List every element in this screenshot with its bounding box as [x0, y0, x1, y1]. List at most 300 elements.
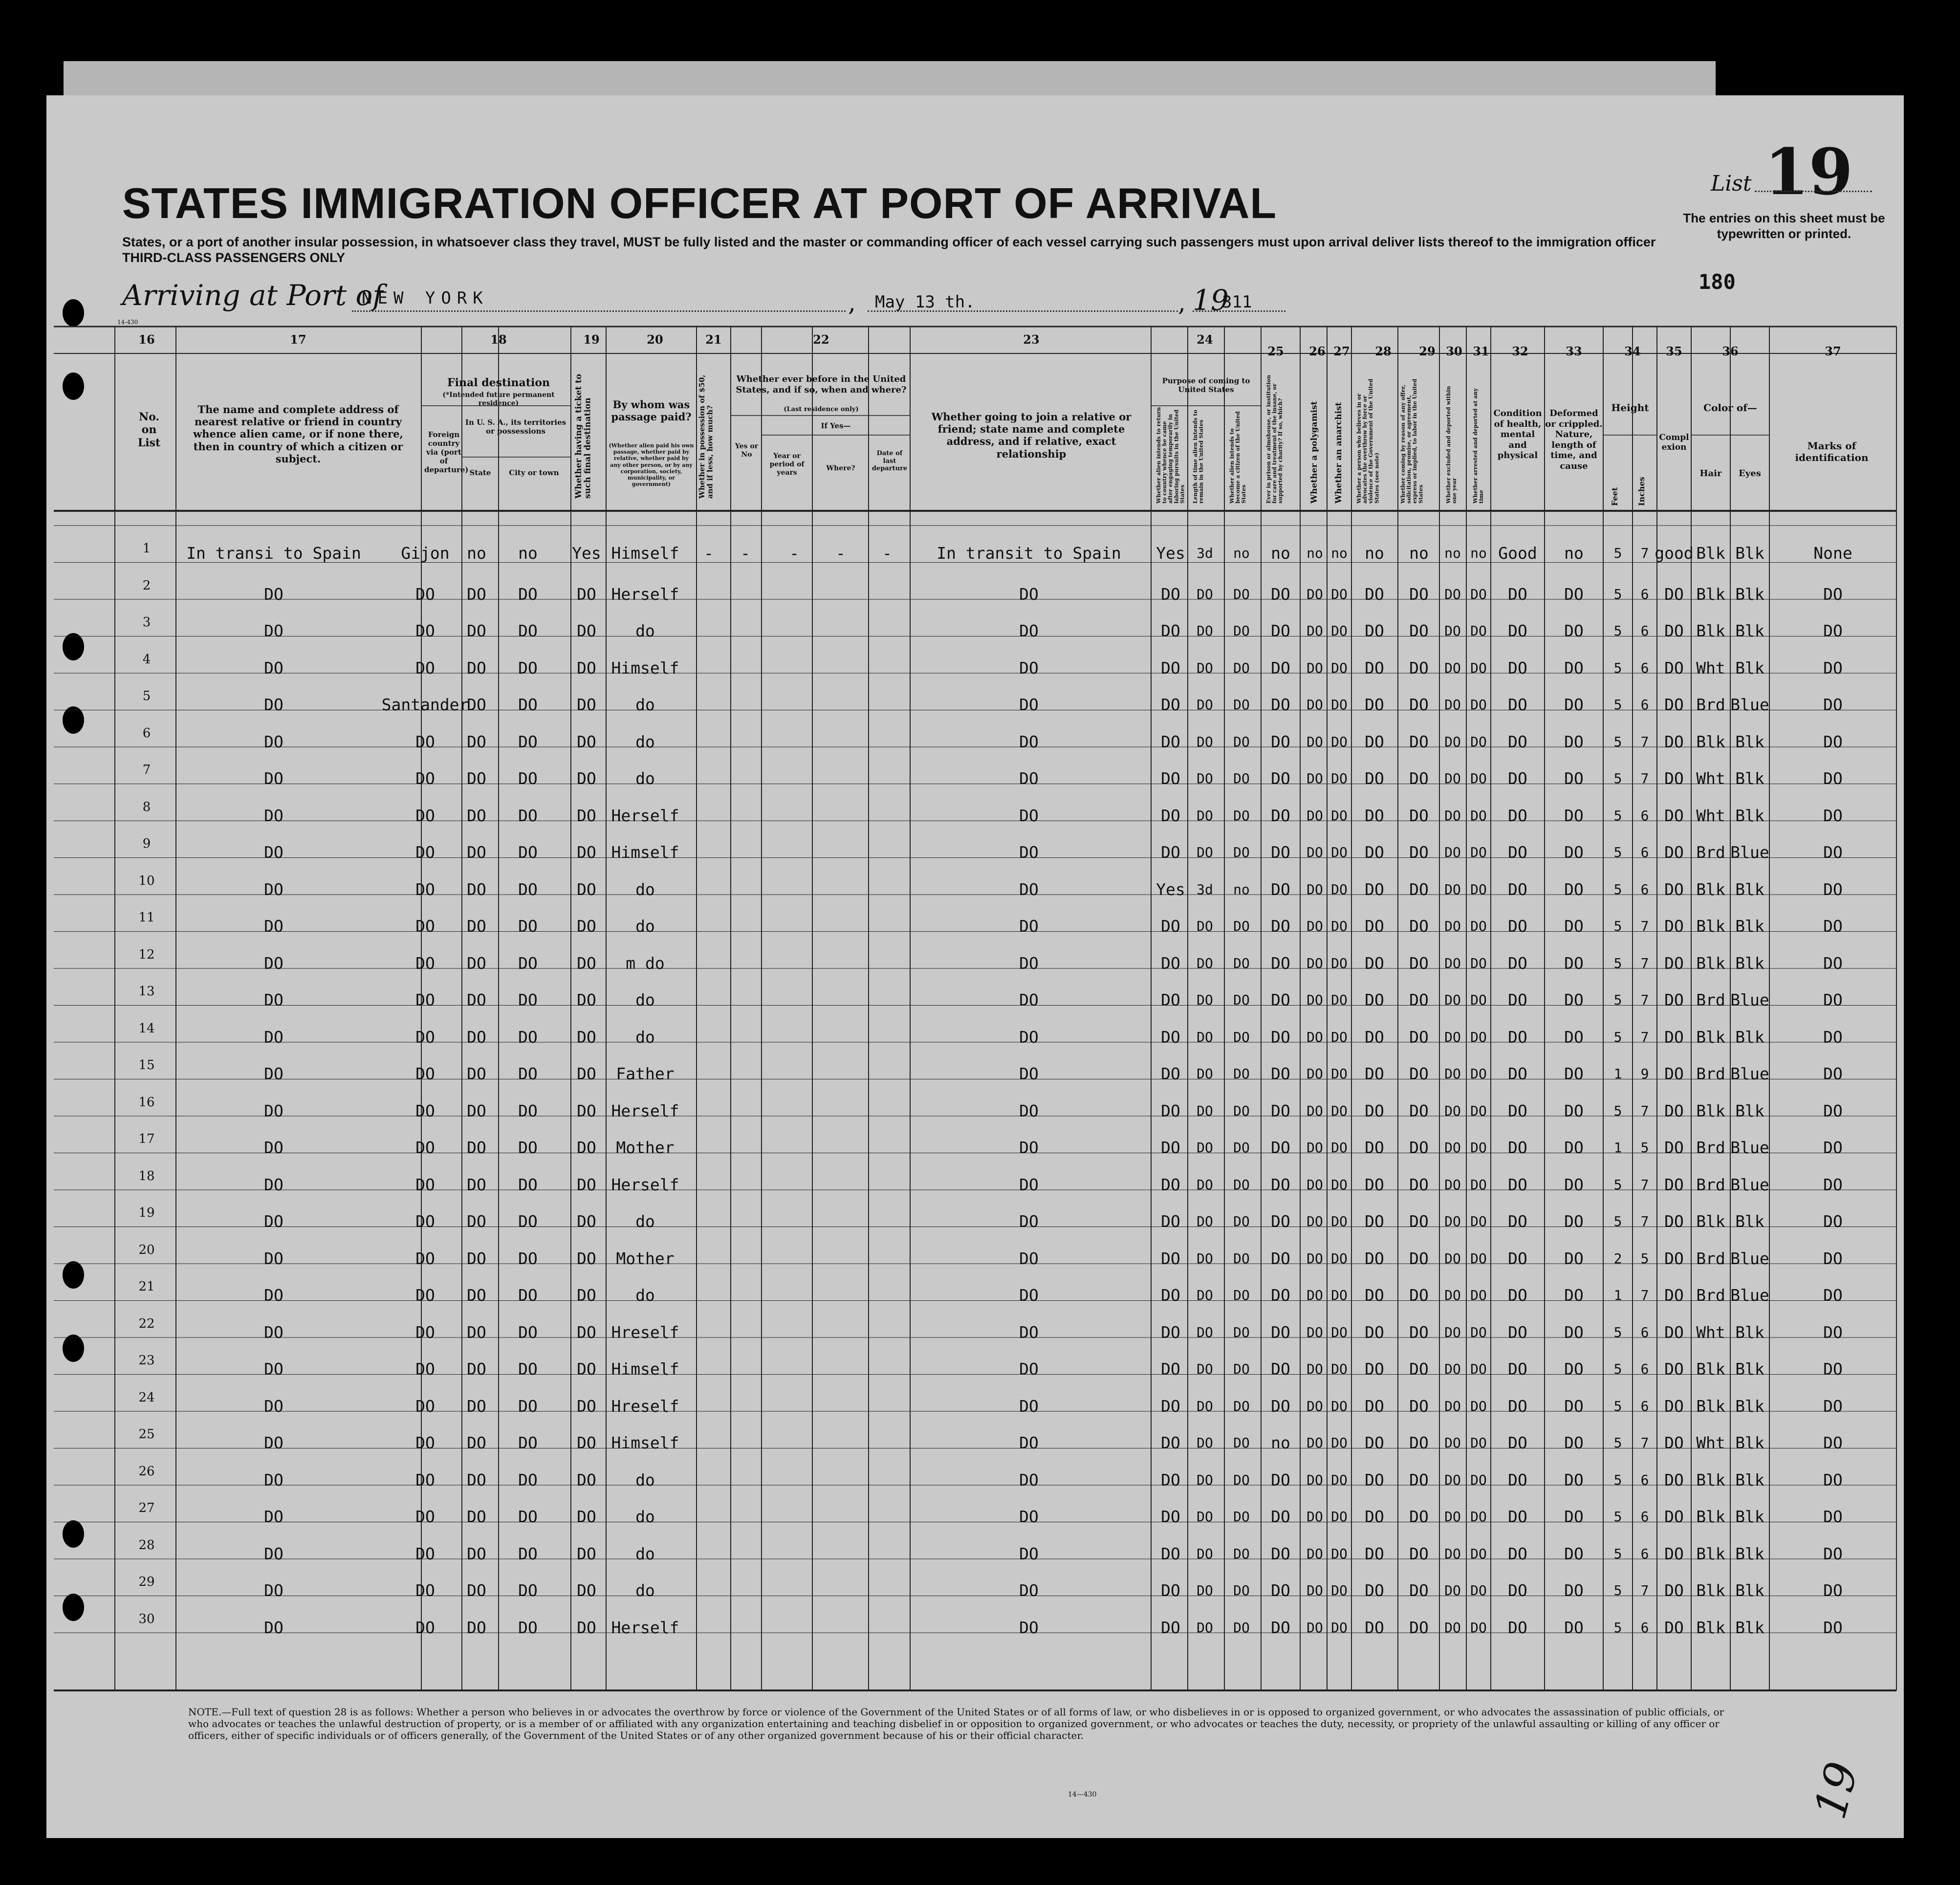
foreign-country-cell: DO [415, 843, 435, 862]
excluded-cell: DO [1444, 1509, 1461, 1525]
money-cell: - [704, 544, 714, 563]
identification-marks-cell: DO [1823, 1175, 1843, 1194]
citizen-intent-cell: DO [1233, 1176, 1250, 1193]
purpose-return-cell: DO [1161, 1433, 1180, 1452]
excluded-cell: DO [1444, 1324, 1461, 1340]
eye-color-cell: Blk [1735, 917, 1764, 936]
relative-address-cell: DO [264, 769, 283, 788]
row-number: 28 [138, 1537, 155, 1553]
city-cell: DO [518, 1286, 538, 1305]
complexion-cell: DO [1664, 1470, 1684, 1490]
header-eyes: Eyes [1739, 468, 1761, 479]
citizen-intent-cell: DO [1233, 770, 1250, 787]
labor-offer-cell: DO [1409, 806, 1429, 825]
complexion-cell: DO [1664, 658, 1684, 678]
height-feet-cell: 5 [1613, 1324, 1622, 1340]
deformed-cell: DO [1564, 1618, 1584, 1637]
labor-offer-cell: DO [1409, 843, 1429, 862]
hair-color-cell: Blk [1696, 1359, 1725, 1379]
ticket-cell: DO [577, 1101, 596, 1120]
overthrow-cell: DO [1365, 1286, 1384, 1305]
purpose-return-cell: DO [1161, 1138, 1180, 1157]
overthrow-cell: DO [1365, 1212, 1384, 1231]
ticket-cell: DO [577, 1544, 596, 1563]
length-of-stay-cell: DO [1197, 1545, 1213, 1562]
identification-marks-cell: DO [1823, 1470, 1843, 1490]
city-cell: DO [518, 879, 538, 899]
height-inches-cell: 6 [1640, 1619, 1649, 1636]
citizen-intent-cell: DO [1233, 697, 1250, 713]
complexion-cell: DO [1664, 1027, 1684, 1047]
overthrow-cell: DO [1365, 879, 1384, 899]
purpose-return-cell: DO [1161, 621, 1180, 640]
labor-offer-cell: DO [1409, 621, 1429, 640]
anarchist-cell: DO [1331, 1324, 1348, 1340]
identification-marks-cell: DO [1823, 1359, 1843, 1379]
purpose-return-cell: DO [1161, 1212, 1180, 1231]
passage-paid-cell: Himself [611, 1433, 679, 1452]
page-number: 180 [1699, 270, 1736, 294]
page-title: STATES IMMIGRATION OFFICER AT PORT OF ARRIVAL [122, 179, 1277, 227]
col-number: 17 [290, 332, 306, 347]
row-number: 30 [138, 1611, 155, 1626]
identification-marks-cell: DO [1823, 953, 1843, 973]
relative-address-cell: DO [264, 1101, 283, 1120]
purpose-return-cell: DO [1161, 843, 1180, 862]
instructions-line: States, or a port of another insular possession, in whatsoever class they travel, MUST be fully listed and the master or commanding officer of each vessel carrying such passengers must upon arrival deliver lists thereof to the immigration officer [122, 235, 1656, 249]
ticket-cell: DO [577, 879, 596, 899]
row-number: 13 [138, 984, 155, 999]
col-number: 35 [1666, 344, 1682, 358]
health-cell: DO [1508, 1322, 1527, 1342]
arrested-cell: DO [1470, 844, 1487, 860]
height-feet-cell: 1 [1613, 1066, 1622, 1082]
join-relative-cell: DO [1019, 1138, 1039, 1157]
ticket-cell: DO [577, 990, 596, 1009]
purpose-return-cell: DO [1161, 1470, 1180, 1490]
row-number: 26 [138, 1464, 155, 1479]
foreign-country-cell: DO [415, 806, 435, 825]
length-of-stay-cell: DO [1197, 1471, 1213, 1488]
overthrow-cell: DO [1365, 843, 1384, 862]
labor-offer-cell: DO [1409, 1618, 1429, 1637]
anarchist-cell: DO [1331, 733, 1348, 750]
length-of-stay-cell: DO [1197, 1509, 1213, 1525]
overthrow-cell: DO [1365, 1064, 1384, 1083]
purpose-return-cell: DO [1161, 1507, 1180, 1526]
passenger-class-line: THIRD-CLASS PASSENGERS ONLY [122, 250, 346, 265]
health-cell: DO [1508, 953, 1527, 973]
foreign-country-cell: DO [415, 1249, 435, 1268]
city-cell: DO [518, 1027, 538, 1047]
join-relative-cell: DO [1019, 1286, 1039, 1305]
height-inches-cell: 6 [1640, 1324, 1649, 1340]
health-cell: DO [1508, 1212, 1527, 1231]
anarchist-cell: DO [1331, 1213, 1348, 1229]
height-feet-cell: 5 [1613, 586, 1622, 602]
complexion-cell: DO [1664, 1359, 1684, 1379]
row-number: 18 [138, 1168, 155, 1184]
join-relative-cell: DO [1019, 769, 1039, 788]
height-inches-cell: 7 [1640, 955, 1649, 971]
identification-marks-cell: DO [1823, 1101, 1843, 1120]
polygamist-cell: DO [1307, 992, 1323, 1008]
header-where: Where? [826, 464, 855, 472]
join-relative-cell: DO [1019, 1618, 1039, 1637]
state-cell: DO [467, 732, 486, 751]
passage-paid-cell: do [635, 1507, 655, 1526]
row-number: 29 [138, 1575, 155, 1589]
complexion-cell: DO [1664, 1286, 1684, 1305]
eye-color-cell: Blue [1730, 695, 1769, 714]
citizen-intent-cell: DO [1233, 1287, 1250, 1303]
length-of-stay-cell: DO [1197, 1435, 1213, 1451]
height-inches-cell: 5 [1640, 1250, 1649, 1267]
identification-marks-cell: DO [1823, 1322, 1843, 1342]
complexion-cell: DO [1664, 1212, 1684, 1231]
relative-address-cell: DO [264, 917, 283, 936]
foreign-country-cell: DO [415, 1581, 435, 1600]
excluded-cell: DO [1444, 1213, 1461, 1229]
join-relative-cell: DO [1019, 1544, 1039, 1563]
passage-paid-cell: Mother [616, 1138, 675, 1157]
deformed-cell: DO [1564, 1470, 1584, 1490]
ticket-cell: DO [577, 1433, 596, 1452]
polygamist-cell: DO [1307, 1287, 1323, 1303]
join-relative-cell: DO [1019, 695, 1039, 714]
citizen-intent-cell: DO [1233, 733, 1250, 750]
col-number: 33 [1566, 344, 1582, 358]
prison-cell: DO [1271, 658, 1290, 678]
height-feet-cell: 5 [1613, 1582, 1622, 1599]
ticket-cell: DO [577, 1507, 596, 1526]
city-cell: DO [518, 806, 538, 825]
excluded-cell: DO [1444, 733, 1461, 750]
height-inches-cell: 6 [1640, 623, 1649, 639]
hair-color-cell: Brd [1696, 1138, 1725, 1157]
foreign-country-cell: DO [415, 1286, 435, 1305]
prison-cell: DO [1271, 1138, 1290, 1157]
hair-color-cell: Blk [1696, 1027, 1725, 1047]
eye-color-cell: Blk [1735, 1027, 1764, 1047]
identification-marks-cell: DO [1823, 1138, 1843, 1157]
health-cell: DO [1508, 732, 1527, 751]
eye-color-cell: Blue [1730, 843, 1769, 862]
arrival-date: May 13 th. [875, 292, 975, 312]
foreign-country-cell: DO [415, 1433, 435, 1452]
prison-cell: DO [1271, 1396, 1290, 1416]
passage-paid-cell: Mother [616, 1249, 675, 1268]
excluded-cell: DO [1444, 623, 1461, 639]
polygamist-cell: DO [1307, 1176, 1323, 1193]
city-cell: DO [518, 843, 538, 862]
anarchist-cell: DO [1331, 659, 1348, 676]
height-feet-cell: 5 [1613, 733, 1622, 750]
arrested-cell: DO [1470, 1545, 1487, 1562]
eye-color-cell: Blk [1735, 544, 1764, 563]
citizen-intent-cell: DO [1233, 1029, 1250, 1045]
height-feet-cell: 5 [1613, 1361, 1622, 1377]
height-feet-cell: 1 [1613, 1287, 1622, 1303]
overthrow-cell: DO [1365, 990, 1384, 1009]
excluded-cell: DO [1444, 1435, 1461, 1451]
row-number: 23 [138, 1353, 155, 1368]
excluded-cell: DO [1444, 1398, 1461, 1414]
deformed-cell: no [1564, 544, 1584, 563]
labor-offer-cell: DO [1409, 1581, 1429, 1600]
citizen-intent-cell: DO [1233, 1213, 1250, 1229]
height-feet-cell: 5 [1613, 1176, 1622, 1193]
header-prison: Ever in prison or almshouse, or institution for care and treatment of the insane, or supported by charity? If so, which? [1265, 375, 1284, 504]
anarchist-cell: DO [1331, 918, 1348, 934]
deformed-cell: DO [1564, 1322, 1584, 1342]
labor-offer-cell: DO [1409, 1544, 1429, 1563]
excluded-cell: DO [1444, 697, 1461, 713]
foreign-country-cell: DO [415, 917, 435, 936]
relative-address-cell: DO [264, 658, 283, 678]
relative-address-cell: DO [264, 621, 283, 640]
anarchist-cell: DO [1331, 881, 1348, 898]
identification-marks-cell: DO [1823, 1286, 1843, 1305]
length-of-stay-cell: DO [1197, 1066, 1213, 1082]
relative-address-cell: DO [264, 990, 283, 1009]
purpose-return-cell: DO [1161, 990, 1180, 1009]
polygamist-cell: DO [1307, 1582, 1323, 1599]
arrested-cell: DO [1470, 918, 1487, 934]
height-inches-cell: 6 [1640, 1509, 1649, 1525]
arrested-cell: DO [1470, 1471, 1487, 1488]
ticket-cell: DO [577, 658, 596, 678]
join-relative-cell: DO [1019, 621, 1039, 640]
list-label: List [1711, 171, 1752, 196]
anarchist-cell: DO [1331, 1509, 1348, 1525]
identification-marks-cell: DO [1823, 1544, 1843, 1563]
hair-color-cell: Blk [1696, 1581, 1725, 1600]
complexion-cell: DO [1664, 843, 1684, 862]
arrested-cell: DO [1470, 1140, 1487, 1156]
ticket-cell: DO [577, 953, 596, 973]
header-foreign-country: Foreign country via (port of departure) [424, 430, 469, 474]
height-inches-cell: 6 [1640, 1545, 1649, 1562]
deformed-cell: DO [1564, 1212, 1584, 1231]
overthrow-cell: DO [1365, 1175, 1384, 1194]
join-relative-cell: DO [1019, 732, 1039, 751]
height-feet-cell: 5 [1613, 1435, 1622, 1451]
health-cell: DO [1508, 1101, 1527, 1120]
ticket-cell: DO [577, 769, 596, 788]
purpose-return-cell: DO [1161, 1286, 1180, 1305]
header-possession-50: Whether in possession of $50, and if less, how much? [697, 374, 715, 499]
excluded-cell: DO [1444, 659, 1461, 676]
foreign-country-cell: DO [415, 1138, 435, 1157]
excluded-cell: DO [1444, 1176, 1461, 1193]
ticket-cell: DO [577, 1138, 596, 1157]
hair-color-cell: Blk [1696, 1101, 1725, 1120]
row-number: 2 [142, 578, 151, 593]
eye-color-cell: Blk [1735, 1433, 1764, 1452]
city-cell: DO [518, 917, 538, 936]
labor-offer-cell: DO [1409, 953, 1429, 973]
join-relative-cell: DO [1019, 584, 1039, 604]
purpose-return-cell: DO [1161, 1175, 1180, 1194]
eye-color-cell: Blk [1735, 621, 1764, 640]
prison-cell: DO [1271, 1470, 1290, 1490]
overthrow-cell: DO [1365, 584, 1384, 604]
anarchist-cell: DO [1331, 770, 1348, 787]
header-ever-before: Whether ever before in the United States, and if so, when and where? [736, 374, 907, 395]
health-cell: DO [1508, 879, 1527, 899]
length-of-stay-cell: DO [1197, 1102, 1213, 1119]
col-number: 20 [647, 332, 663, 347]
height-feet-cell: 5 [1613, 770, 1622, 787]
prison-cell: no [1271, 544, 1290, 563]
hair-color-cell: Blk [1696, 953, 1725, 973]
citizen-intent-cell: DO [1233, 1102, 1250, 1119]
length-of-stay-cell: DO [1197, 733, 1213, 750]
foreign-country-cell: DO [415, 1322, 435, 1342]
complexion-cell: good [1655, 544, 1694, 563]
header-deformed: Deformed or crippled. Nature, length of time, and cause [1545, 408, 1603, 471]
excluded-cell: DO [1444, 1545, 1461, 1562]
height-feet-cell: 1 [1613, 1140, 1622, 1156]
length-of-stay-cell: 3d [1197, 881, 1213, 898]
overthrow-cell: DO [1365, 917, 1384, 936]
city-cell: DO [518, 1359, 538, 1379]
eye-color-cell: Blk [1735, 584, 1764, 604]
margin-mark: 19 [1804, 1756, 1869, 1824]
foreign-country-cell: DO [415, 1212, 435, 1231]
header-purpose: Purpose of coming to United States [1162, 376, 1250, 394]
height-inches-cell: 6 [1640, 659, 1649, 676]
height-inches-cell: 7 [1640, 918, 1649, 934]
height-feet-cell: 5 [1613, 992, 1622, 1008]
city-cell: DO [518, 584, 538, 604]
row-number: 8 [142, 799, 151, 814]
passage-paid-cell: do [635, 769, 655, 788]
col-number: 30 [1446, 344, 1462, 358]
polygamist-cell: DO [1307, 1435, 1323, 1451]
height-inches-cell: 6 [1640, 1471, 1649, 1488]
comma: , [1178, 288, 1186, 317]
prison-cell: DO [1271, 1581, 1290, 1600]
overthrow-cell: DO [1365, 769, 1384, 788]
labor-offer-cell: DO [1409, 1138, 1429, 1157]
health-cell: DO [1508, 1581, 1527, 1600]
eye-color-cell: Blk [1735, 1322, 1764, 1342]
complexion-cell: DO [1664, 1581, 1684, 1600]
row-number: 9 [142, 836, 151, 851]
polygamist-cell: DO [1307, 623, 1323, 639]
purpose-return-cell: DO [1161, 695, 1180, 714]
prison-cell: DO [1271, 806, 1290, 825]
hair-color-cell: Wht [1696, 806, 1725, 825]
eye-color-cell: Blue [1730, 1064, 1769, 1083]
join-relative-cell: In transit to Spain [936, 544, 1121, 563]
anarchist-cell: DO [1331, 1287, 1348, 1303]
header-in-usa: In U. S. A., its territories or possessions [465, 418, 566, 436]
height-feet-cell: 5 [1613, 1398, 1622, 1414]
complexion-cell: DO [1664, 732, 1684, 751]
height-inches-cell: 5 [1640, 1140, 1649, 1156]
state-cell: DO [467, 695, 486, 714]
identification-marks-cell: DO [1823, 843, 1843, 862]
header-purpose-b: Length of time alien intends to remain in the United States [1192, 410, 1205, 504]
hair-color-cell: Blk [1696, 1470, 1725, 1490]
height-inches-cell: 6 [1640, 881, 1649, 898]
identification-marks-cell: DO [1823, 1064, 1843, 1083]
ticket-cell: DO [577, 1581, 596, 1600]
hair-color-cell: Brd [1696, 1286, 1725, 1305]
row-number: 12 [138, 947, 155, 962]
health-cell: DO [1508, 695, 1527, 714]
eye-color-cell: Blk [1735, 1544, 1764, 1563]
col-number: 16 [138, 332, 155, 347]
identification-marks-cell: DO [1823, 1618, 1843, 1637]
header-purpose-c: Whether alien intends to become a citizen of the United States [1229, 411, 1247, 504]
join-relative-cell: DO [1019, 1470, 1039, 1490]
ticket-cell: DO [577, 1470, 596, 1490]
prison-cell: DO [1271, 879, 1290, 899]
deformed-cell: DO [1564, 732, 1584, 751]
arrested-cell: DO [1470, 881, 1487, 898]
height-feet-cell: 5 [1613, 807, 1622, 824]
passage-paid-cell: Father [616, 1064, 675, 1083]
anarchist-cell: DO [1331, 807, 1348, 824]
city-cell: DO [518, 769, 538, 788]
ever-before-cell: - [740, 544, 750, 563]
polygamist-cell: DO [1307, 1324, 1323, 1340]
ticket-cell: DO [577, 1286, 596, 1305]
prison-cell: DO [1271, 621, 1290, 640]
overthrow-cell: DO [1365, 695, 1384, 714]
height-feet-cell: 5 [1613, 955, 1622, 971]
city-cell: DO [518, 1138, 538, 1157]
list-note: The entries on this sheet must be typewritten or printed. [1683, 211, 1885, 241]
eye-color-cell: Blue [1730, 1286, 1769, 1305]
polygamist-cell: DO [1307, 697, 1323, 713]
relative-address-cell: DO [264, 1396, 283, 1416]
deformed-cell: DO [1564, 1544, 1584, 1563]
row-number: 11 [138, 910, 155, 925]
row-number: 4 [142, 652, 151, 667]
purpose-return-cell: DO [1161, 953, 1180, 973]
prison-cell: DO [1271, 1507, 1290, 1526]
join-relative-cell: DO [1019, 1359, 1039, 1379]
purpose-return-cell: DO [1161, 1249, 1180, 1268]
relative-address-cell: DO [264, 1581, 283, 1600]
citizen-intent-cell: DO [1233, 918, 1250, 934]
health-cell: DO [1508, 1544, 1527, 1563]
purpose-return-cell: DO [1161, 1322, 1180, 1342]
prison-cell: DO [1271, 843, 1290, 862]
complexion-cell: DO [1664, 879, 1684, 899]
health-cell: DO [1508, 1396, 1527, 1416]
arrival-year-prefix: 19 [1193, 284, 1229, 317]
foreign-country-cell: DO [415, 1175, 435, 1194]
state-cell: DO [467, 917, 486, 936]
hair-color-cell: Blk [1696, 1618, 1725, 1637]
col-number: 18 [490, 332, 507, 347]
complexion-cell: DO [1664, 1618, 1684, 1637]
citizen-intent-cell: DO [1233, 1324, 1250, 1340]
foreign-country-cell: DO [415, 990, 435, 1009]
overthrow-cell: DO [1365, 806, 1384, 825]
citizen-intent-cell: DO [1233, 844, 1250, 860]
height-feet-cell: 5 [1613, 1545, 1622, 1562]
anarchist-cell: DO [1331, 1398, 1348, 1414]
overthrow-cell: DO [1365, 621, 1384, 640]
health-cell: DO [1508, 1064, 1527, 1083]
